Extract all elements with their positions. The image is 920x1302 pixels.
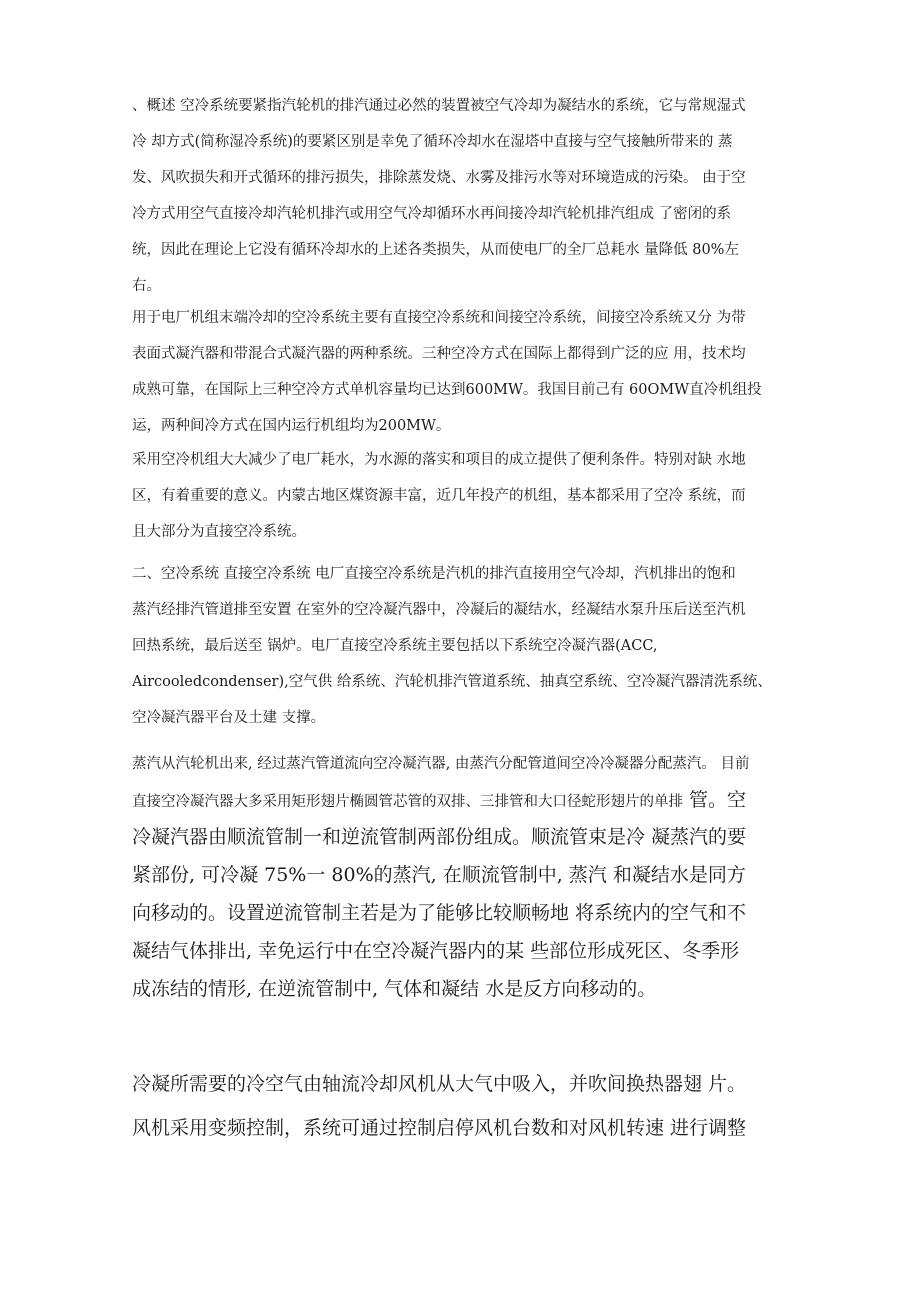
paragraph-types [132,300,794,444]
text-line: 空冷凝汽器平台及土建 支撑。 [132,710,326,726]
text-line: 凝结气体排出, 幸免运行中在空冷凝汽器内的某 些部位形成死区、冬季形 [132,940,740,962]
paragraph-condenser [132,818,794,1008]
text-line: 蒸汽经排汽管道排至安置 在室外的空冷凝汽器中，冷凝后的凝结水，经凝结水泵升压后送至汽机 [132,602,746,618]
paragraph-direct-system [132,556,794,736]
text-line: 发、风吹损失和开式循环的排污损失，排除蒸发烧、水雾及排污水等对环境造成的污染。 由于空 [132,170,746,186]
text-line: 向移动的。设置逆流管制主若是为了能够比较顺畅地 将系统内的空气和不 [132,902,747,924]
text-line: 运，两种间冷方式在国内运行机组均为200MW。 [132,418,451,434]
text-line: Aircooledcondenser),空气供 给系统、汽轮机排汽管道系统、抽真空系统、空冷凝汽器清洗系统、 [132,674,772,690]
text-line: 成熟可靠，在国际上三种空冷方式单机容量均已达到600MW。我国目前己有 60OMW直冷机组投 [132,382,762,398]
text-line: 、概述 空冷系统要紧指汽轮机的排汽通过必然的装置被空气冷却为凝结水的系统，它与常规湿式 [132,98,746,114]
text-line: 用于电厂机组末端冷却的空冷系统主要有直接空冷系统和间接空冷系统，间接空冷系统又分 为带 [132,310,746,326]
paragraph-significance [132,442,794,550]
text-line: 成冻结的情形, 在逆流管制中, 气体和凝结 水是反方向移动的。 [132,978,657,1000]
text-line: 二、空冷系统 直接空冷系统 电厂直接空冷系统是汽机的排汽直接用空气冷却，汽机排出的饱和 [132,566,736,582]
text-segment: 直接空冷凝汽器大多采用矩形翅片椭圆管芯管的双排、三排管和大口径蛇形翅片的单排 [132,794,683,810]
text-line: 冷方式用空气直接冷却汽轮机排汽或用空气冷却循环水再间接冷却汽轮机排汽组成 了密闭的系 [132,206,732,222]
text-line: 回热系统，最后送至 锅炉。电厂直接空冷系统主要包括以下系统空冷凝汽器(ACC, [132,638,658,654]
paragraph-steam-flow [132,746,794,820]
text-line: 表面式凝汽器和带混合式凝汽器的两种系统。三种空冷方式在国际上都得到广泛的应 用，技术均 [132,346,746,362]
text-line: 统，因此在理论上它没有循环冷却水的上述各类损失，从而使电厂的全厂总耗水 量降低 80%左 [132,242,739,258]
paragraph-fans [132,1062,794,1150]
paragraph-overview [132,88,794,304]
text-segment-large: 管。空 [683,789,747,811]
text-line: 蒸汽从汽轮机出来, 经过蒸汽管道流向空冷凝汽器, 由蒸汽分配管道间空冷冷凝器分配蒸汽。 目前 [132,756,750,772]
text-line: 采用空冷机组大大减少了电厂耗水，为水源的落实和项目的成立提供了便利条件。特别对缺 水地 [132,452,746,468]
text-line [132,782,794,820]
text-line: 区，有着重要的意义。内蒙古地区煤资源丰富，近几年投产的机组，基本都采用了空冷 系统，而 [132,488,746,504]
text-line: 风机采用变频控制，系统可通过控制启停风机台数和对风机转速 进行调整 [132,1117,747,1139]
text-line: 右。 [132,278,161,294]
text-line: 紧部份, 可冷凝 75%一 80%的蒸汽, 在顺流管制中, 蒸汽 和凝结水是同方 [132,864,746,886]
text-line: 冷 却方式(简称湿冷系统)的要紧区别是幸免了循环冷却水在湿塔中直接与空气接触所带来的 蒸 [132,134,733,150]
text-line: 冷凝汽器由顺流管制一和逆流管制两部份组成。顺流管束是冷 凝蒸汽的要 [132,826,747,848]
text-line: 冷凝所需要的冷空气由轴流冷却风机从大气中吸入，并吹间换热器翅 片。 [132,1073,747,1095]
text-line: 且大部分为直接空冷系统。 [132,524,306,540]
